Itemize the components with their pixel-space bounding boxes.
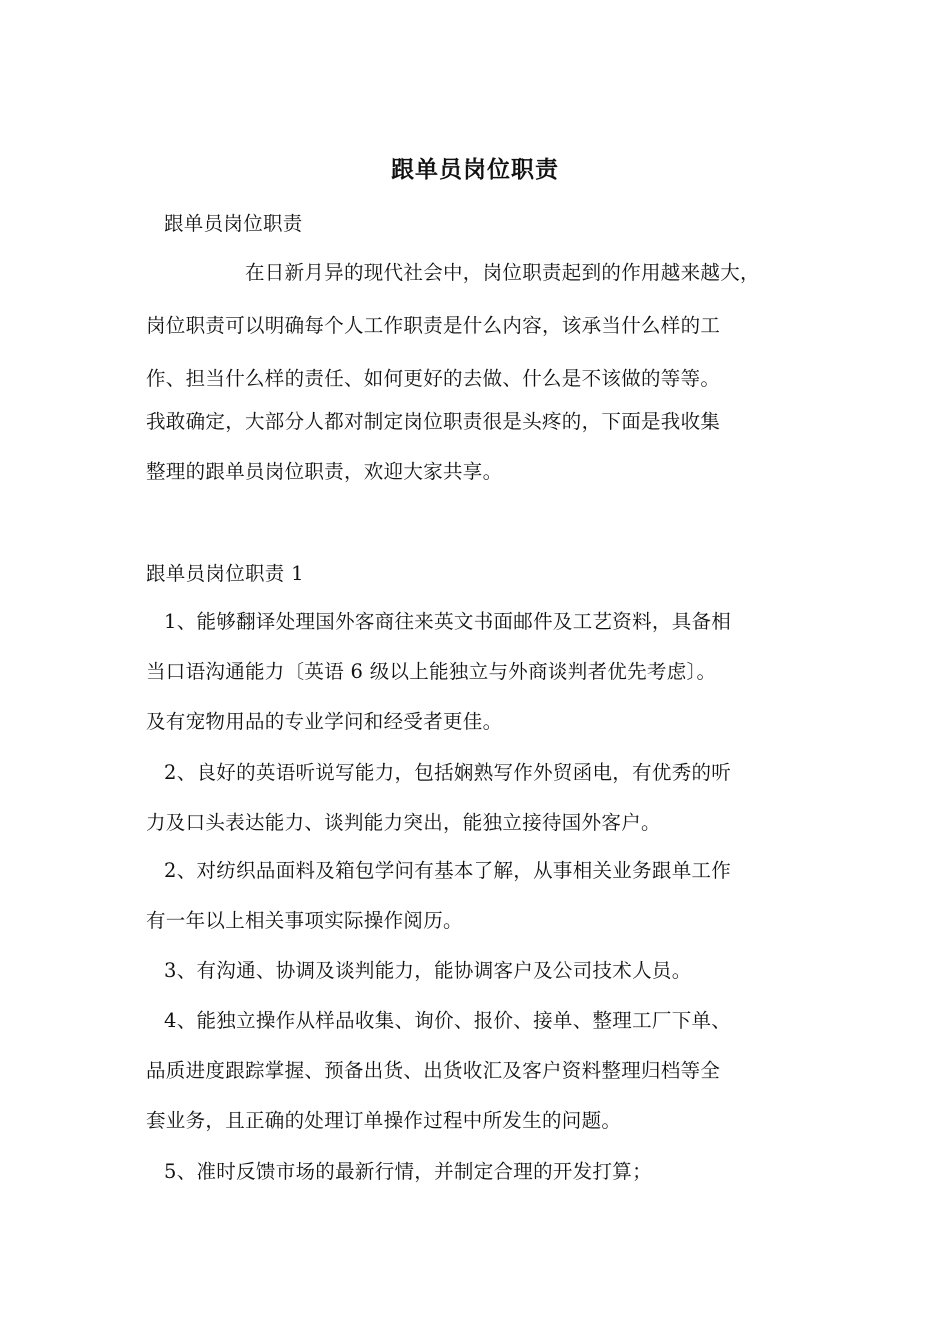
body-line: 4、能独立操作从样品收集、询价、报价、接单、整理工厂下单、 [164, 1009, 732, 1032]
intro-line: 在日新月异的现代社会中，岗位职责起到的作用越来越大， [245, 261, 760, 284]
body-line: 有一年以上相关事项实际操作阅历。 [146, 909, 463, 932]
body-line: 1、能够翻译处理国外客商往来英文书面邮件及工艺资料，具备相 [164, 610, 732, 633]
body-line: 2、良好的英语听说写能力，包括娴熟写作外贸函电，有优秀的听 [164, 761, 732, 784]
document-title: 跟单员岗位职责 [391, 156, 559, 183]
body-line: 套业务，且正确的处理订单操作过程中所发生的问题。 [146, 1109, 622, 1132]
body-line: 及有宠物用品的专业学问和经受者更佳。 [146, 710, 503, 733]
intro-line: 作、担当什么样的责任、如何更好的去做、什么是不该做的等等。 [146, 367, 721, 390]
body-line: 2、对纺织品面料及箱包学问有基本了解，从事相关业务跟单工作 [164, 859, 732, 882]
body-line: 5、准时反馈市场的最新行情，并制定合理的开发打算； [164, 1160, 652, 1183]
body-line: 3、有沟通、协调及谈判能力，能协调客户及公司技术人员。 [164, 959, 692, 982]
body-line: 品质进度跟踪掌握、预备出货、出货收汇及客户资料整理归档等全 [146, 1059, 721, 1082]
body-line: 力及口头表达能力、谈判能力突出，能独立接待国外客户。 [146, 811, 661, 834]
body-line: 当口语沟通能力〔英语 6 级以上能独立与外商谈判者优先考虑〕。 [146, 660, 717, 683]
intro-line: 我敢确定，大部分人都对制定岗位职责很是头疼的，下面是我收集 [146, 410, 721, 433]
intro-line: 整理的跟单员岗位职责，欢迎大家共享。 [146, 460, 503, 483]
section-heading: 跟单员岗位职责 1 [146, 562, 304, 585]
document-subtitle: 跟单员岗位职责 [164, 212, 303, 235]
intro-line: 岗位职责可以明确每个人工作职责是什么内容，该承当什么样的工 [146, 314, 721, 337]
